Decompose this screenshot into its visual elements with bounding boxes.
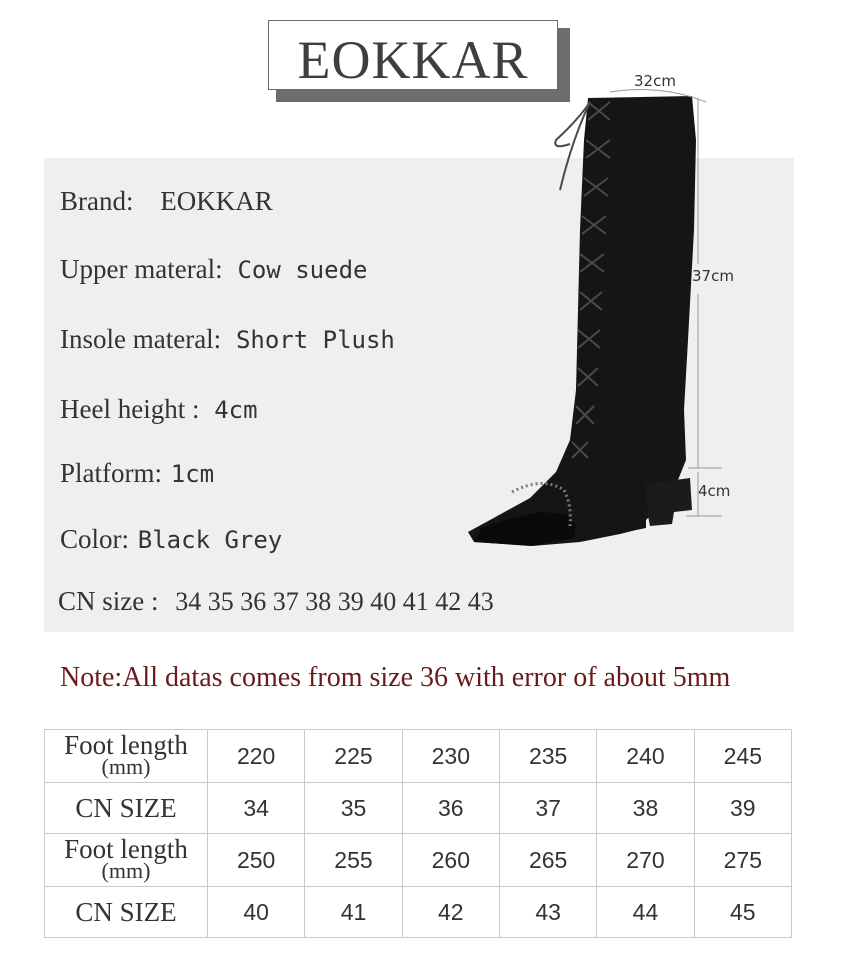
spec-heel [60,394,258,425]
table-cell: 260 [402,834,499,887]
table-cell: 250 [208,834,305,887]
foot-length-label: Foot length [64,834,188,864]
table-cell: 275 [694,834,791,887]
spec-heel-value: 4cm [214,396,258,424]
foot-length-unit: (mm) [101,858,151,883]
table-cell: 235 [499,730,596,783]
table-cell: 37 [499,783,596,834]
cn-size-header: CN SIZE [45,887,208,938]
spec-brand [60,186,273,217]
spec-cn-size [58,586,494,617]
table-cell: 225 [305,730,402,783]
logo-text: EOKKAR [297,30,529,90]
spec-color-value: Black Grey [137,526,283,554]
table-cell: 240 [597,730,694,783]
foot-length-header [45,730,208,783]
spec-upper [60,254,367,285]
table-cell: 245 [694,730,791,783]
boot-image [460,80,780,560]
spec-platform [60,458,214,489]
table-row [45,783,792,834]
table-row [45,834,792,887]
foot-length-unit: (mm) [101,754,151,779]
cn-size-header: CN SIZE [45,783,208,834]
table-cell: 230 [402,730,499,783]
spec-platform-value: 1cm [170,460,215,488]
boot-heel [646,478,692,526]
spec-cn-size-value: 34 35 36 37 38 39 40 41 42 43 [175,587,494,616]
table-cell: 35 [305,783,402,834]
table-cell: 43 [499,887,596,938]
spec-brand-value: EOKKAR [160,186,273,216]
table-cell: 39 [694,783,791,834]
spec-heel-label: Heel height : [60,394,200,424]
dimension-shaft: 37cm [692,267,734,285]
foot-length-header [45,834,208,887]
spec-cn-size-label: CN size : [58,586,159,616]
spec-insole-label: Insole materal: [60,324,222,354]
table-cell: 36 [402,783,499,834]
spec-color [60,524,282,555]
table-cell: 40 [208,887,305,938]
spec-upper-value: Cow suede [237,256,368,284]
spec-brand-label: Brand: [60,186,134,216]
table-row [45,887,792,938]
size-table [44,729,792,938]
table-cell: 265 [499,834,596,887]
measurement-note: Note:All datas comes from size 36 with error of about 5mm [60,662,731,693]
table-cell: 42 [402,887,499,938]
boot-shaft [468,96,696,546]
table-cell: 34 [208,783,305,834]
spec-color-label: Color: [60,524,130,554]
spec-platform-label: Platform: [60,458,162,488]
foot-length-label: Foot length [64,730,188,760]
spec-insole-value: Short Plush [235,326,395,354]
table-cell: 255 [305,834,402,887]
table-cell: 270 [597,834,694,887]
table-cell: 44 [597,887,694,938]
table-cell: 45 [694,887,791,938]
dimension-opening: 32cm [634,72,676,90]
table-cell: 38 [597,783,694,834]
table-cell: 41 [305,887,402,938]
table-row [45,730,792,783]
spec-upper-label: Upper materal: [60,254,223,284]
table-cell: 220 [208,730,305,783]
dimension-heel: 4cm [698,482,731,500]
spec-insole [60,324,395,355]
